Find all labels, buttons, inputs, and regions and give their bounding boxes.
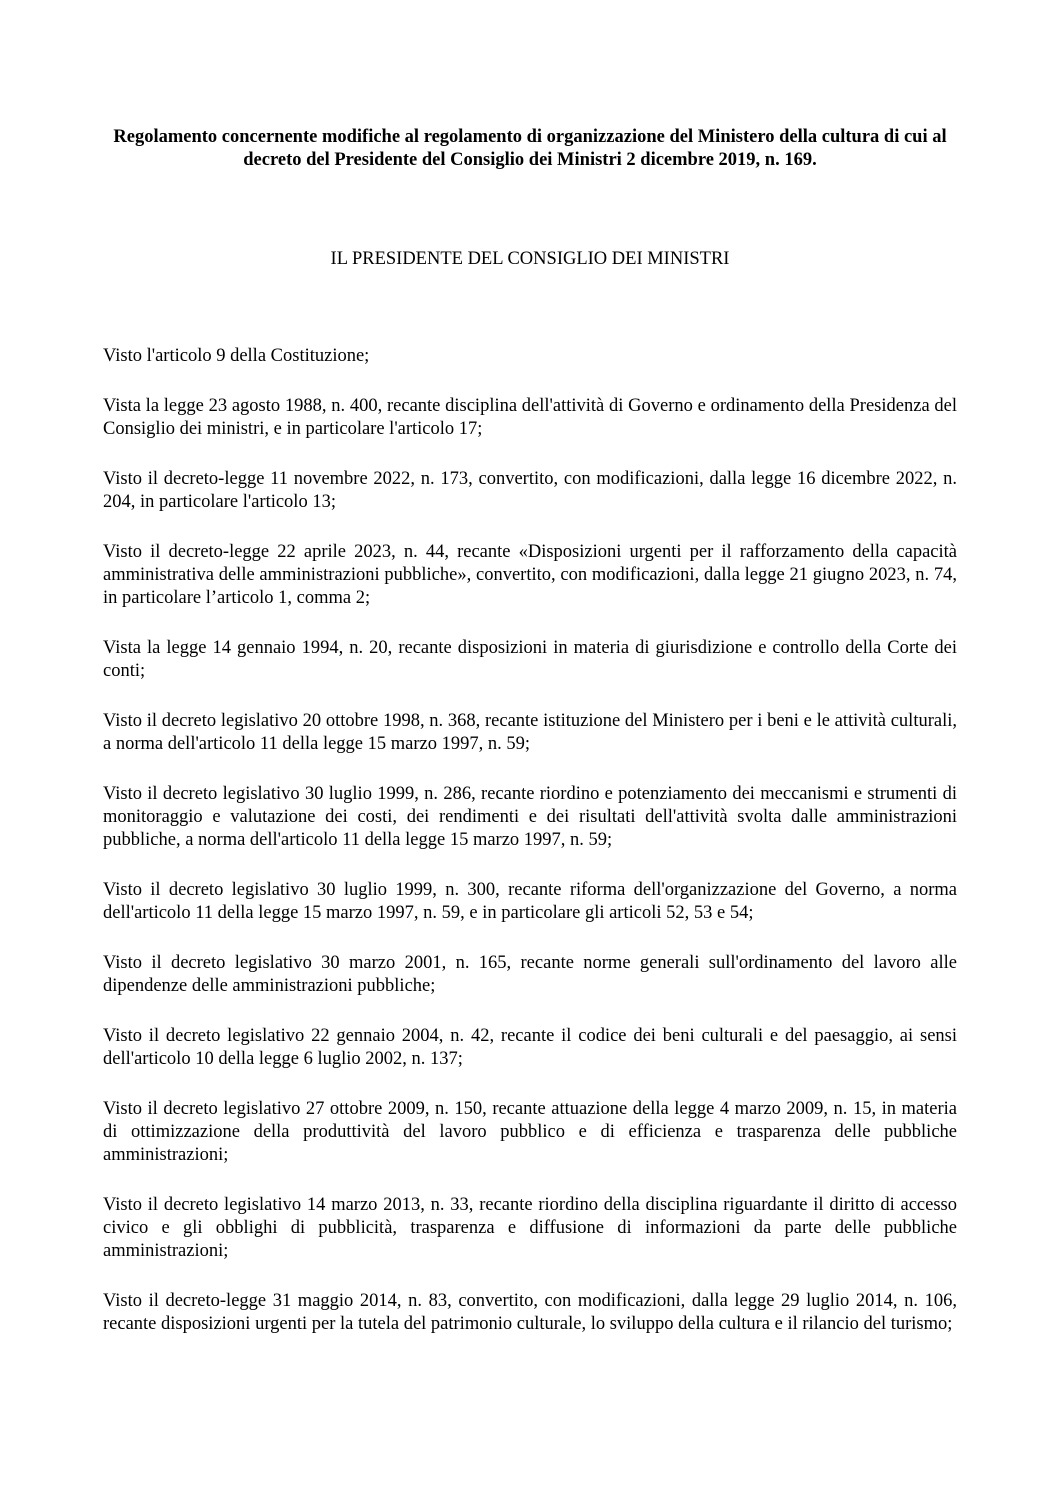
recital-paragraph: Visto il decreto legislativo 20 ottobre 1998, n. 368, recante istituzione del Ministero per i beni e le attività culturali, a norma dell'articolo 11 della legge 15 marzo 1997, n. 59; [103,711,957,754]
recital-paragraph: Vista la legge 23 agosto 1988, n. 400, recante disciplina dell'attività di Governo e ordinamento della Presidenza del Consiglio dei ministri, e in particolare l'articolo 17; [103,396,957,439]
recital-paragraph: Vista la legge 14 gennaio 1994, n. 20, recante disposizioni in materia di giurisdizione e controllo della Corte dei conti; [103,638,957,681]
recital-paragraph: Visto l'articolo 9 della Costituzione; [103,346,370,366]
recital-paragraph: Visto il decreto legislativo 30 marzo 2001, n. 165, recante norme generali sull'ordinamento del lavoro alle dipendenze delle amministrazioni pubbliche; [103,953,957,996]
recital-paragraph: Visto il decreto legislativo 14 marzo 2013, n. 33, recante riordino della disciplina riguardante il diritto di accesso civico e gli obblighi di pubblicità, trasparenza e diffusione di informazioni da parte delle pubbliche amministrazioni; [103,1195,957,1261]
recitals-list [103,345,957,1336]
recital-paragraph: Visto il decreto-legge 22 aprile 2023, n. 44, recante «Disposizioni urgenti per il rafforzamento della capacità amministrativa delle amministrazioni pubbliche», convertito, con modificazioni, dalla legge 21 giugno 2023, n. 74, in particolare l’articolo 1, comma 2; [103,542,957,608]
recital-paragraph: Visto il decreto-legge 31 maggio 2014, n. 83, convertito, con modificazioni, dalla legge 29 luglio 2014, n. 106, recante disposizioni urgenti per la tutela del patrimonio culturale, lo sviluppo della cultura e il rilancio del turismo; [103,1291,957,1334]
recital-paragraph: Visto il decreto legislativo 22 gennaio 2004, n. 42, recante il codice dei beni culturali e del paesaggio, ai sensi dell'articolo 10 della legge 6 luglio 2002, n. 137; [103,1026,957,1069]
recital-paragraph: Visto il decreto legislativo 30 luglio 1999, n. 300, recante riforma dell'organizzazione del Governo, a norma dell'articolo 11 della legge 15 marzo 1997, n. 59, e in particolare gli articoli 52, 53 e 54; [103,880,957,923]
document-title: Regolamento concernente modifiche al regolamento di organizzazione del Ministero della cultura di cui al decreto del Presidente del Consiglio dei Ministri 2 dicembre 2019, n. 169. [113,127,947,170]
document-page [103,126,957,1363]
recital-paragraph: Visto il decreto-legge 11 novembre 2022, n. 173, convertito, con modificazioni, dalla legge 16 dicembre 2022, n. 204, in particolare l'articolo 13; [103,469,957,512]
issuer-heading: IL PRESIDENTE DEL CONSIGLIO DEI MINISTRI [330,249,730,269]
recital-paragraph: Visto il decreto legislativo 27 ottobre 2009, n. 150, recante attuazione della legge 4 marzo 2009, n. 15, in materia di ottimizzazione della produttività del lavoro pubblico e di efficienza e trasparenza delle pubbliche amministrazioni; [103,1099,957,1165]
recital-paragraph: Visto il decreto legislativo 30 luglio 1999, n. 286, recante riordino e potenziamento dei meccanismi e strumenti di monitoraggio e valutazione dei costi, dei rendimenti e dei risultati dell'attività svolta dalle amministrazioni pubbliche, a norma dell'articolo 11 della legge 15 marzo 1997, n. 59; [103,784,957,850]
